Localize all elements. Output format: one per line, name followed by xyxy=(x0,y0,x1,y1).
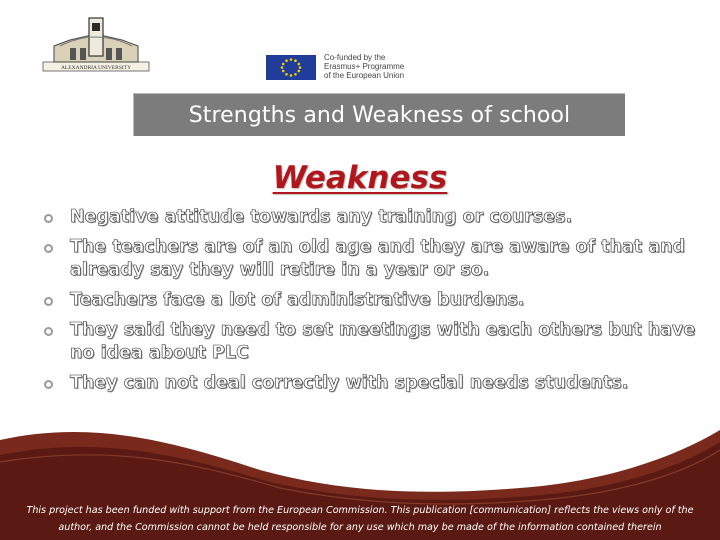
disclaimer-line-1: This project has been funded with support from the European Commission. This publication [communication] reflects the views only of the xyxy=(26,505,694,516)
eu-cofunded-text: Co-funded by the Erasmus+ Programme of the European Union xyxy=(324,53,405,80)
university-logo xyxy=(40,14,152,76)
university-logo-text: ALEXANDRIA UNIVERSITY xyxy=(60,65,132,71)
bullet-icon xyxy=(44,327,53,336)
list-item xyxy=(44,319,704,365)
list-item-text: Negative attitude towards any training or courses. xyxy=(70,207,573,227)
list-item xyxy=(44,236,704,282)
list-item-text: Teachers face a lot of administrative burdens. xyxy=(70,290,525,310)
bullet-icon xyxy=(44,297,53,306)
section-heading: Weakness xyxy=(272,160,448,196)
list-item-text: They can not deal correctly with special needs students. xyxy=(70,373,629,393)
eu-cofunded-block xyxy=(266,52,426,82)
disclaimer-line-2: author, and the Commission cannot be held responsible for any use which may be made of the information contained therein xyxy=(58,522,662,533)
list-item xyxy=(44,289,704,312)
title-bar xyxy=(133,93,625,136)
slide-title: Strengths and Weakness of school xyxy=(188,102,571,128)
bullet-icon xyxy=(44,214,53,223)
bullet-icon xyxy=(44,244,53,253)
eu-flag-icon xyxy=(266,55,316,80)
list-item xyxy=(44,206,704,229)
list-item-text: The teachers are of an old age and they are aware of that and already say they will retire in a year or so. xyxy=(70,237,686,280)
funding-disclaimer xyxy=(4,502,716,536)
list-item-text: They said they need to set meetings with each others but have no idea about PLC xyxy=(70,320,696,363)
weakness-list xyxy=(44,206,704,402)
bullet-icon xyxy=(44,380,53,389)
list-item xyxy=(44,372,704,395)
